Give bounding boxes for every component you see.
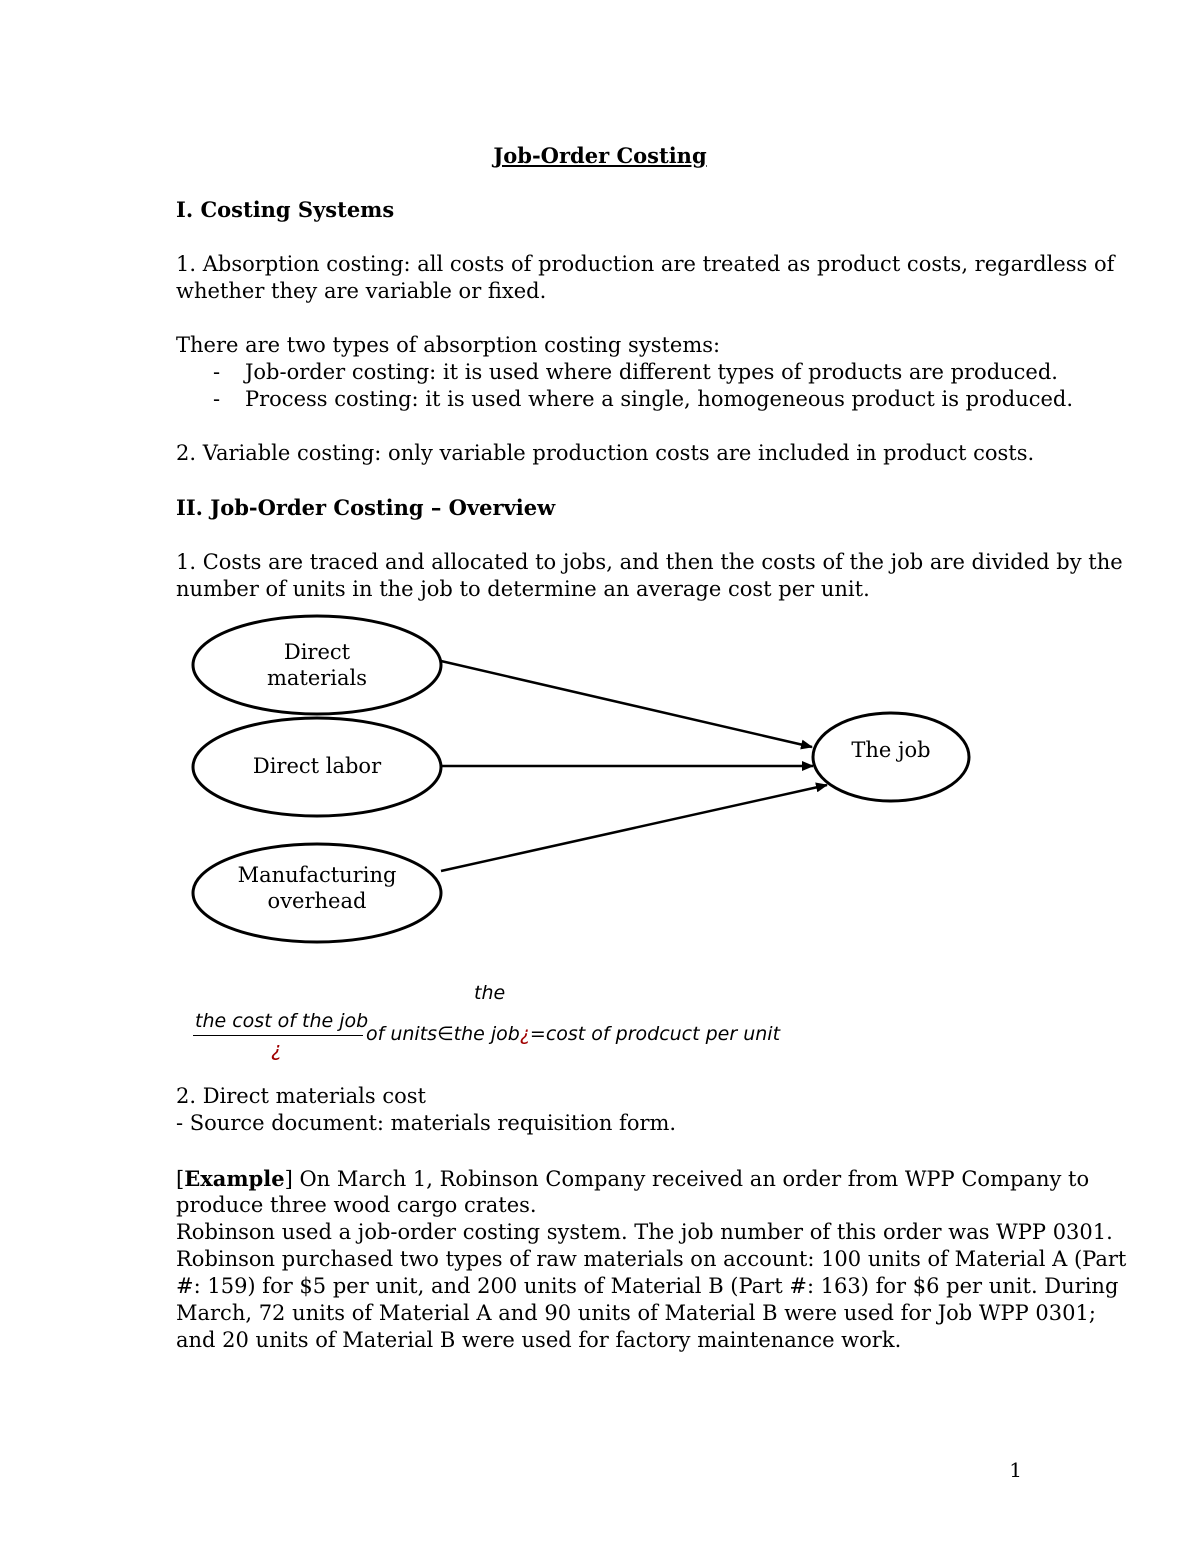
paragraph-line: whether they are variable or fixed. xyxy=(176,279,547,303)
bullet-item: Job-order costing: it is used where different types of products are produced. xyxy=(245,360,1058,384)
paragraph-line: 1. Absorption costing: all costs of production are treated as product costs, regardless of xyxy=(176,252,1115,276)
bullet-item: Process costing: it is used where a single, homogeneous product is produced. xyxy=(245,387,1074,411)
example-line: #: 159) for $5 per unit, and 200 units of Material B (Part #: 163) for $6 per unit. During xyxy=(176,1274,1119,1298)
formula-top-text: the xyxy=(474,982,506,1004)
node-label: Direct labor xyxy=(252,754,382,778)
bullet-marker: - xyxy=(213,387,221,411)
example-line: Robinson purchased two types of raw materials on account: 100 units of Material A (Part xyxy=(176,1247,1127,1271)
node-direct-labor xyxy=(193,753,441,779)
paragraph-line: There are two types of absorption costing systems: xyxy=(176,333,721,357)
paragraph-line: 1. Costs are traced and allocated to jobs, and then the costs of the job are divided by the xyxy=(176,550,1123,574)
node-label: materials xyxy=(266,666,368,690)
example-line: March, 72 units of Material A and 90 units of Material B were used for Job WPP 0301; xyxy=(176,1301,1096,1325)
arrow-overhead-to-job xyxy=(441,785,827,871)
formula-rest-a: of units∈the job xyxy=(366,1023,520,1045)
paragraph-line: 2. Direct materials cost xyxy=(176,1084,426,1108)
page-number: 1 xyxy=(1009,1458,1022,1482)
formula-fraction-bar xyxy=(193,1035,363,1036)
node-label: Direct xyxy=(283,640,351,664)
paragraph-line: 2. Variable costing: only variable production costs are included in product costs. xyxy=(176,441,1035,465)
node-label: overhead xyxy=(267,889,367,913)
section-heading-costing-systems: I. Costing Systems xyxy=(176,197,395,222)
bullet-marker: - xyxy=(213,360,221,384)
formula-rest-b: =cost of prodcuct per unit xyxy=(529,1023,781,1045)
example-first-line xyxy=(176,1165,1089,1193)
example-line: Robinson used a job-order costing system. The job number of this order was WPP 0301. xyxy=(176,1220,1113,1244)
node-direct-materials xyxy=(193,639,441,691)
example-open-bracket: [ xyxy=(176,1167,185,1191)
formula-rest xyxy=(366,1023,780,1045)
arrow-materials-to-job xyxy=(441,661,812,747)
page-title: Job-Order Costing xyxy=(493,143,707,168)
node-label: The job xyxy=(851,738,931,762)
paragraph-line: number of units in the job to determine an average cost per unit. xyxy=(176,577,870,601)
node-label: Manufacturing xyxy=(237,863,397,887)
formula-denominator: ¿ xyxy=(271,1037,282,1061)
example-label: Example xyxy=(184,1166,285,1191)
section-heading-overview: II. Job-Order Costing – Overview xyxy=(176,495,556,520)
formula-rest-glyph: ¿ xyxy=(519,1023,530,1045)
example-line: and 20 units of Material B were used for factory maintenance work. xyxy=(176,1328,902,1352)
paragraph-line: - Source document: materials requisition form. xyxy=(176,1111,677,1135)
node-the-job xyxy=(813,737,969,763)
node-manufacturing-overhead xyxy=(193,862,441,914)
example-text: ] On March 1, Robinson Company received an order from WPP Company to xyxy=(284,1167,1090,1191)
formula-numerator: the cost of the job xyxy=(195,1010,369,1032)
example-line: produce three wood cargo crates. xyxy=(176,1193,537,1217)
